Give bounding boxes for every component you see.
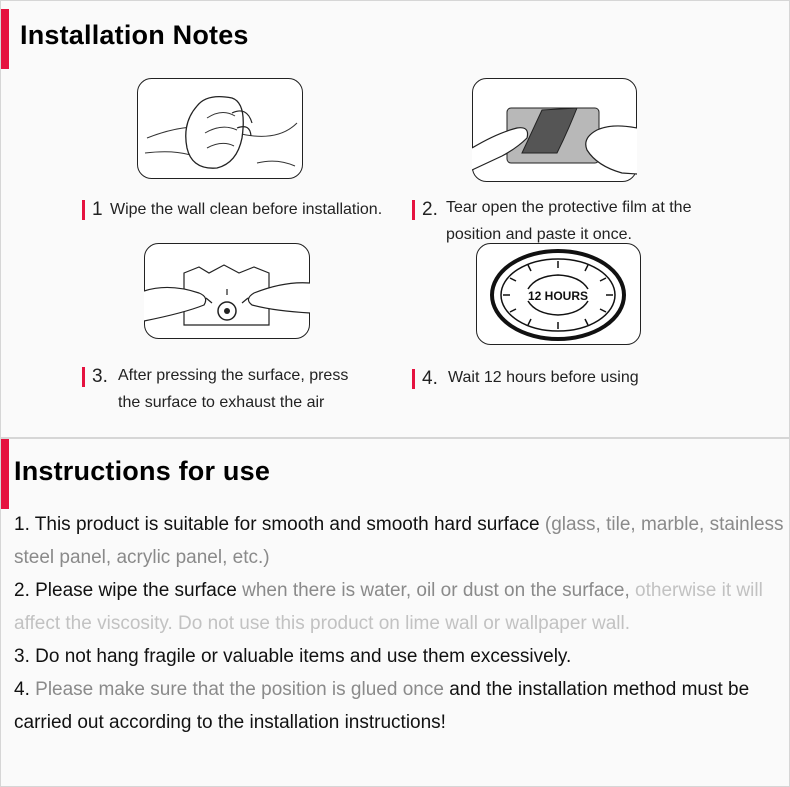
instruction-text: 3. Do not hang fragile or valuable items and use them excessively. <box>14 646 572 667</box>
step-text-line-2: position and paste it once. <box>446 226 632 243</box>
step-text-line-1: After pressing the surface, press <box>118 367 349 384</box>
instruction-item-4 <box>14 673 784 739</box>
step-number: 2. <box>422 199 438 220</box>
instruction-note: Please make sure that the position is glued once <box>35 679 444 700</box>
accent-bar <box>1 439 9 509</box>
accent-bar <box>1 9 9 69</box>
step-text: Wipe the wall clean before installation. <box>110 201 383 218</box>
step-number: 4. <box>422 368 438 389</box>
instruction-text: 2. Please wipe the surface <box>14 580 237 601</box>
step-1 <box>82 196 412 224</box>
instruction-text: and the installation method must be carried out according to the installation instructions! <box>14 679 750 733</box>
clock-label: 12 HOURS <box>527 289 589 303</box>
step-marker <box>82 367 85 387</box>
instruction-note-light: otherwise it will affect the viscosity. Do not use this product on lime wall or wallpaper wall. <box>14 580 763 634</box>
press-surface-illustration <box>144 243 310 339</box>
step-text-line-2: the surface to exhaust the air <box>118 394 325 411</box>
step-number: 3. <box>92 366 108 387</box>
instruction-text: 1. This product is suitable for smooth and smooth hard surface <box>14 514 540 535</box>
instructions-title: Instructions for use <box>14 456 271 486</box>
instruction-number: 4. <box>14 679 30 700</box>
instructions-list <box>14 508 784 739</box>
instruction-note: when there is water, oil or dust on the surface, <box>242 580 630 601</box>
step-marker <box>412 369 415 389</box>
instruction-note: (glass, tile, marble, stainless steel panel, acrylic panel, etc.) <box>14 514 784 568</box>
step-marker <box>412 200 415 220</box>
step-3 <box>82 363 382 419</box>
instruction-item-3 <box>14 640 784 673</box>
instruction-item-2 <box>14 574 784 640</box>
step-marker <box>82 200 85 220</box>
step-number: 1 <box>92 199 103 220</box>
step-text: Wait 12 hours before using <box>448 369 639 386</box>
wipe-wall-illustration <box>137 78 303 179</box>
clock-illustration <box>476 243 641 345</box>
step-4 <box>412 365 712 393</box>
step-text-line-1: Tear open the protective film at the <box>446 199 692 216</box>
instruction-item-1 <box>14 508 784 574</box>
tear-film-illustration <box>472 78 637 182</box>
installation-notes-title: Installation Notes <box>20 20 249 50</box>
